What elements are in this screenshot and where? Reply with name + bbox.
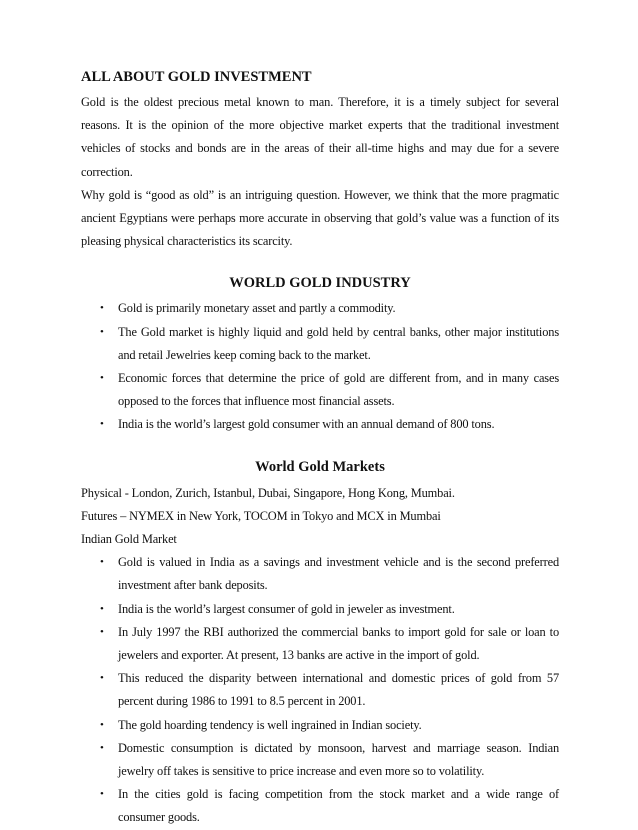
list-item-text: Economic forces that determine the price of gold are different from, and in many cases opposed to the forces that influence most financial assets. (118, 371, 559, 409)
spacer (81, 437, 559, 457)
list-item (81, 321, 559, 367)
bullet-icon: • (100, 556, 104, 569)
bullet-icon: • (100, 418, 104, 431)
list-item-text: Gold is valued in India as a savings and investment vehicle and is the second preferred investment after bank deposits. (118, 555, 559, 593)
indian-market-bullet-list (81, 551, 559, 829)
section-heading-world-gold-industry: WORLD GOLD INDUSTRY (229, 275, 411, 292)
list-item (81, 413, 559, 436)
list-item (81, 367, 559, 413)
bullet-icon: • (100, 788, 104, 801)
bullet-icon: • (100, 625, 104, 638)
bullet-icon: • (100, 372, 104, 385)
list-item-text: The Gold market is highly liquid and gold held by central banks, other major institutions and retail Jewelries keep coming back to the market. (118, 324, 559, 362)
bullet-icon: • (100, 602, 104, 615)
list-item (81, 667, 559, 713)
list-item-text: Domestic consumption is dictated by monsoon, harvest and marriage season. Indian jewelry off takes is sensitive to price increase and even more so to volatility. (118, 740, 559, 779)
list-item (81, 621, 559, 667)
list-item-text: Gold is primarily monetary asset and partly a commodity. (118, 301, 396, 316)
list-item-text: In July 1997 the RBI authorized the commercial banks to import gold for sale or loan to jewelers and exporter. At present, 13 banks are active in the import of gold. (118, 624, 559, 663)
spacer (81, 253, 559, 273)
list-item-text: This reduced the disparity between international and domestic prices of gold from 57 percent during 1986 to 1991 to 8.5 percent in 2001. (118, 671, 559, 709)
bullet-icon: • (100, 302, 104, 315)
list-item (81, 551, 559, 597)
list-item (81, 783, 559, 829)
list-item (81, 714, 559, 737)
list-item (81, 598, 559, 621)
paragraph-oldest-metal: Gold is the oldest precious metal known to man. Therefore, it is a timely subject for several reasons. It is the opinion of the more objective market experts that the traditional investment vehicles of stocks and bonds are in the areas of their all-time highs and may due for a severe correction. (81, 95, 559, 179)
section-heading-world-gold-markets: World Gold Markets (255, 458, 385, 475)
list-item (81, 737, 559, 783)
bullet-icon: • (100, 718, 104, 731)
indian-gold-market-heading: Indian Gold Market (81, 532, 177, 547)
list-item-text: In the cities gold is facing competition from the stock market and a wide range of consumer goods. (118, 787, 559, 825)
document-page (81, 67, 559, 830)
paragraph-good-as-old: Why gold is “good as old” is an intriguing question. However, we think that the more pragmatic ancient Egyptians were perhaps more accurate in observing that gold’s value was a function of its pleasing physical characteristics its scarcity. (81, 187, 559, 249)
futures-markets-line: Futures – NYMEX in New York, TOCOM in Tokyo and MCX in Mumbai (81, 508, 441, 523)
list-item-text: India is the world’s largest gold consumer with an annual demand of 800 tons. (118, 417, 495, 432)
bullet-icon: • (100, 741, 104, 754)
list-item (81, 297, 559, 320)
bullet-icon: • (100, 325, 104, 338)
list-item-text: The gold hoarding tendency is well ingrained in Indian society. (118, 717, 422, 732)
list-item-text: India is the world’s largest consumer of gold in jeweler as investment. (118, 601, 455, 616)
bullet-icon: • (100, 672, 104, 685)
section-heading-gold-investment: ALL ABOUT GOLD INVESTMENT (81, 69, 312, 85)
physical-markets-line: Physical - London, Zurich, Istanbul, Dubai, Singapore, Hong Kong, Mumbai. (81, 485, 455, 500)
industry-bullet-list (81, 297, 559, 436)
